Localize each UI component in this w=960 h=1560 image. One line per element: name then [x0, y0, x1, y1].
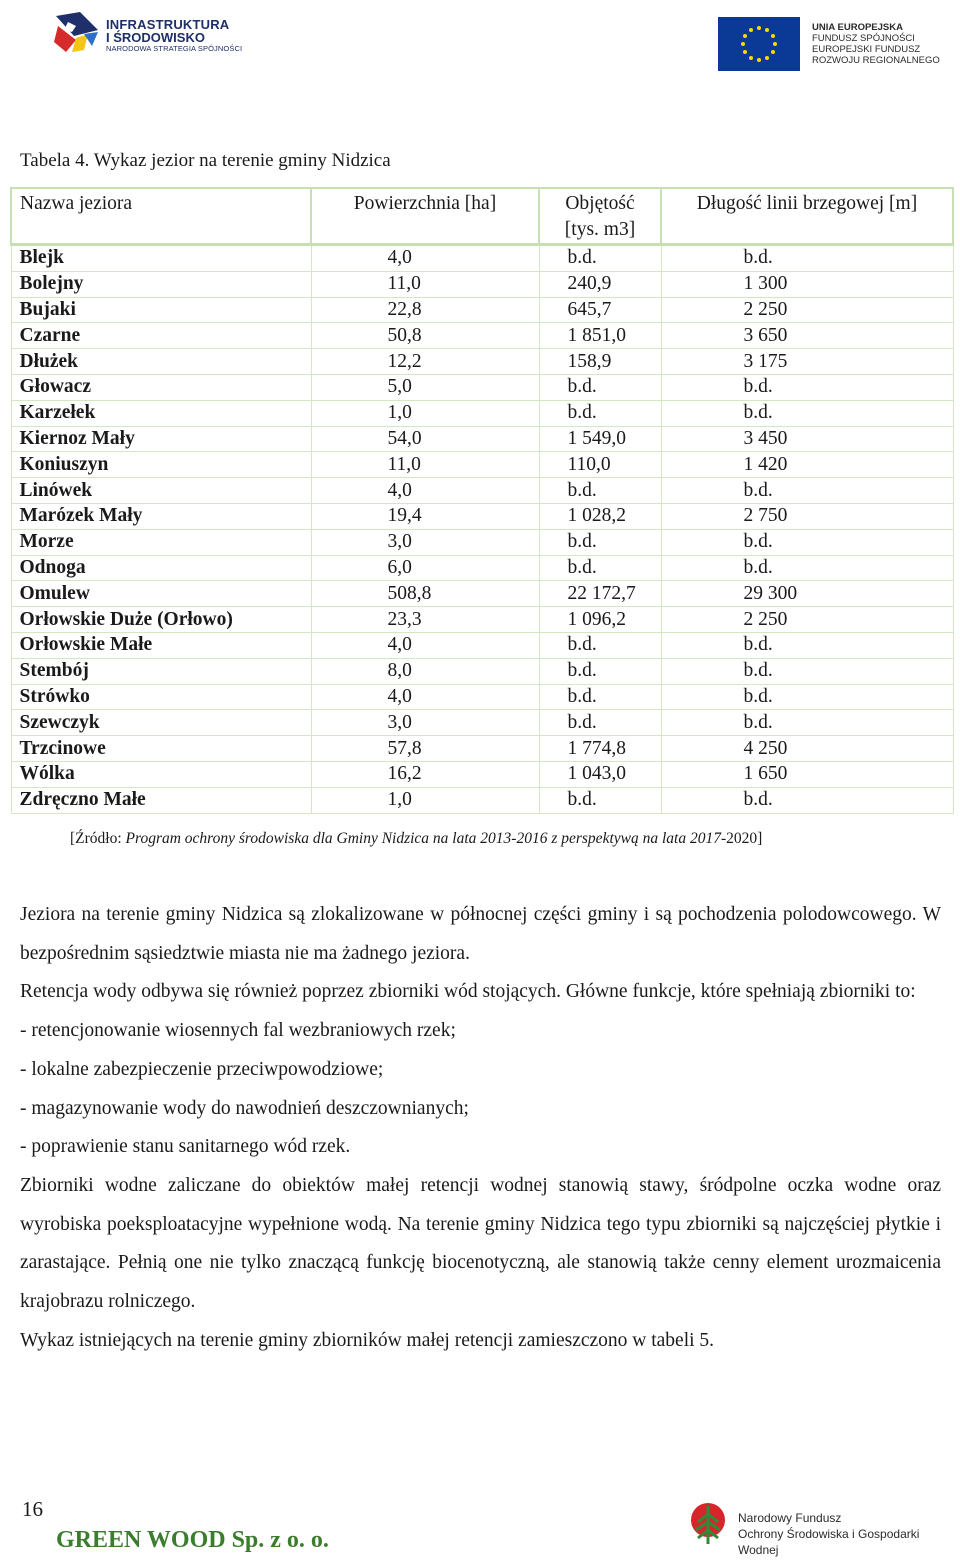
- lake-volume: b.d.: [539, 710, 661, 736]
- lake-volume: 22 172,7: [539, 581, 661, 607]
- table-row: [11, 271, 953, 297]
- lake-name: Stembój: [11, 658, 311, 684]
- lake-volume: 158,9: [539, 349, 661, 375]
- lake-area: 54,0: [311, 426, 539, 452]
- lake-name: Bujaki: [11, 297, 311, 323]
- lake-area: 57,8: [311, 736, 539, 762]
- table-row: [11, 503, 953, 529]
- header-volume: Objętość [tys. m3]: [539, 188, 661, 245]
- table-row: [11, 245, 953, 272]
- lake-name: Linówek: [11, 478, 311, 504]
- table-row: [11, 478, 953, 504]
- lake-name: Głowacz: [11, 374, 311, 400]
- page-number: 16: [22, 1497, 43, 1521]
- lake-shoreline: b.d.: [661, 400, 953, 426]
- lake-name: Szewczyk: [11, 710, 311, 736]
- lake-name: Bolejny: [11, 271, 311, 297]
- lake-area: 1,0: [311, 787, 539, 813]
- table-row: [11, 787, 953, 813]
- lake-shoreline: 1 420: [661, 452, 953, 478]
- lake-shoreline: 4 250: [661, 736, 953, 762]
- table-row: [11, 426, 953, 452]
- lake-area: 23,3: [311, 607, 539, 633]
- lake-name: Dłużek: [11, 349, 311, 375]
- lake-name: Zdręczno Małe: [11, 787, 311, 813]
- paragraph: Wykaz istniejących na terenie gminy zbiorników małej retencji zamieszczono w tabeli 5.: [20, 1329, 715, 1351]
- lake-volume: b.d.: [539, 632, 661, 658]
- paragraph: Jeziora na terenie gminy Nidzica są zlokalizowane w północnej części gminy i są pochodzenia polodowcowego. W bezpośrednim sąsiedztwie miasta nie ma żadnego jeziora.: [20, 904, 941, 964]
- flag-logo-icon: [54, 12, 100, 54]
- lake-area: 4,0: [311, 684, 539, 710]
- table-row: [11, 529, 953, 555]
- body-text: [20, 896, 941, 1360]
- lake-volume: b.d.: [539, 555, 661, 581]
- lake-shoreline: 1 650: [661, 761, 953, 787]
- lake-name: Strówko: [11, 684, 311, 710]
- table-row: [11, 400, 953, 426]
- lake-shoreline: b.d.: [661, 374, 953, 400]
- lake-volume: 240,9: [539, 271, 661, 297]
- eu-line-3: EUROPEJSKI FUNDUSZ: [812, 44, 921, 55]
- lake-shoreline: b.d.: [661, 632, 953, 658]
- table-row: [11, 607, 953, 633]
- lake-volume: b.d.: [539, 374, 661, 400]
- lake-volume: 1 549,0: [539, 426, 661, 452]
- lake-shoreline: b.d.: [661, 684, 953, 710]
- eu-line-2: FUNDUSZ SPÓJNOŚCI: [812, 33, 915, 44]
- lake-volume: b.d.: [539, 245, 661, 272]
- logo-line-2: I ŚRODOWISKO: [106, 30, 205, 45]
- nfosigw-text: [738, 1510, 960, 1558]
- eu-line-4: ROZWOJU REGIONALNEGO: [812, 55, 940, 66]
- lake-volume: 1 028,2: [539, 503, 661, 529]
- lake-volume: b.d.: [539, 658, 661, 684]
- lake-name: Trzcinowe: [11, 736, 311, 762]
- lake-area: 11,0: [311, 452, 539, 478]
- lake-area: 12,2: [311, 349, 539, 375]
- lake-volume: b.d.: [539, 400, 661, 426]
- lake-volume: 110,0: [539, 452, 661, 478]
- table-caption: Tabela 4. Wykaz jezior na terenie gminy Nidzica: [20, 150, 391, 171]
- table-header-row: [11, 188, 953, 245]
- table-row: [11, 555, 953, 581]
- lake-name: Czarne: [11, 323, 311, 349]
- list-item: - lokalne zabezpieczenie przeciwpowodziowe;: [20, 1058, 384, 1080]
- table-row: [11, 761, 953, 787]
- lake-shoreline: 2 250: [661, 607, 953, 633]
- paragraph: Zbiorniki wodne zaliczane do obiektów małej retencji wodnej stanowią stawy, śródpolne oczka wodne oraz wyrobiska poeksploatacyjne wypełnione wodą. Na terenie gminy Nidzica tego typu zbiorniki są najczęściej płytkie i zarastające. Pełnią one nie tylko znaczącą funkcję biocenotyczną, ale stanowią także cenny element urozmaicenia krajobrazu rolniczego.: [20, 1174, 941, 1313]
- source-prefix: [Źródło:: [70, 830, 126, 847]
- lake-area: 4,0: [311, 245, 539, 272]
- lake-volume: b.d.: [539, 478, 661, 504]
- eu-flag-icon: [718, 17, 800, 71]
- table-row: [11, 658, 953, 684]
- list-item: - retencjonowanie wiosennych fal wezbraniowych rzek;: [20, 1020, 456, 1042]
- lakes-table: [10, 187, 954, 814]
- lake-volume: 1 774,8: [539, 736, 661, 762]
- table-row: [11, 581, 953, 607]
- lake-shoreline: 2 750: [661, 503, 953, 529]
- lake-name: Kiernoz Mały: [11, 426, 311, 452]
- lake-area: 4,0: [311, 478, 539, 504]
- table-row: [11, 684, 953, 710]
- lake-name: Wólka: [11, 761, 311, 787]
- eu-logo-text: [812, 22, 940, 66]
- lake-volume: b.d.: [539, 529, 661, 555]
- source-title: Program ochrony środowiska dla Gminy Nidzica na lata 2013-2016 z perspektywą na lata 2017: [125, 830, 721, 847]
- fund-line-1: Narodowy Fundusz: [738, 1511, 842, 1525]
- lake-shoreline: 3 650: [661, 323, 953, 349]
- table-row: [11, 736, 953, 762]
- lake-shoreline: 29 300: [661, 581, 953, 607]
- lake-name: Odnoga: [11, 555, 311, 581]
- lake-area: 8,0: [311, 658, 539, 684]
- table-row: [11, 323, 953, 349]
- table-row: [11, 349, 953, 375]
- lake-volume: 1 043,0: [539, 761, 661, 787]
- lake-shoreline: b.d.: [661, 710, 953, 736]
- header-area: Powierzchnia [ha]: [311, 188, 539, 245]
- lake-shoreline: b.d.: [661, 245, 953, 272]
- logo-line-1: INFRASTRUKTURA: [106, 17, 230, 32]
- lake-area: 3,0: [311, 710, 539, 736]
- lake-shoreline: 2 250: [661, 297, 953, 323]
- header-shoreline: Długość linii brzegowej [m]: [661, 188, 953, 245]
- table-row: [11, 710, 953, 736]
- list-item: - magazynowanie wody do nawodnień deszczownianych;: [20, 1097, 469, 1119]
- source-suffix: -2020]: [720, 830, 763, 847]
- lake-shoreline: b.d.: [661, 658, 953, 684]
- lake-shoreline: 1 300: [661, 271, 953, 297]
- lake-area: 19,4: [311, 503, 539, 529]
- lake-volume: b.d.: [539, 684, 661, 710]
- table-source-note: [70, 830, 762, 848]
- lake-area: 11,0: [311, 271, 539, 297]
- lake-area: 16,2: [311, 761, 539, 787]
- paragraph: Retencja wody odbywa się również poprzez zbiorniki wód stojących. Główne funkcje, które spełniają zbiorniki to:: [20, 981, 916, 1003]
- logo-line-3: NARODOWA STRATEGIA SPÓJNOŚCI: [106, 44, 243, 53]
- lake-shoreline: b.d.: [661, 555, 953, 581]
- lake-volume: b.d.: [539, 787, 661, 813]
- lake-volume: 1 096,2: [539, 607, 661, 633]
- lake-area: 4,0: [311, 632, 539, 658]
- table-row: [11, 297, 953, 323]
- lake-area: 22,8: [311, 297, 539, 323]
- company-name: GREEN WOOD Sp. z o. o.: [56, 1527, 329, 1553]
- lake-shoreline: 3 450: [661, 426, 953, 452]
- lake-name: Omulew: [11, 581, 311, 607]
- lake-name: Karzełek: [11, 400, 311, 426]
- lake-area: 50,8: [311, 323, 539, 349]
- lake-shoreline: b.d.: [661, 529, 953, 555]
- lake-area: 5,0: [311, 374, 539, 400]
- infrastruktura-logo: [54, 10, 254, 58]
- lake-volume: 645,7: [539, 297, 661, 323]
- lake-area: 508,8: [311, 581, 539, 607]
- lake-volume: 1 851,0: [539, 323, 661, 349]
- lake-area: 1,0: [311, 400, 539, 426]
- lake-name: Morze: [11, 529, 311, 555]
- eu-line-1: UNIA EUROPEJSKA: [812, 22, 903, 33]
- table-row: [11, 374, 953, 400]
- lake-name: Koniuszyn: [11, 452, 311, 478]
- lake-name: Orłowskie Małe: [11, 632, 311, 658]
- table-row: [11, 452, 953, 478]
- lake-shoreline: b.d.: [661, 787, 953, 813]
- lake-shoreline: b.d.: [661, 478, 953, 504]
- lake-name: Marózek Mały: [11, 503, 311, 529]
- fund-line-2: Ochrony Środowiska i Gospodarki Wodnej: [738, 1527, 920, 1557]
- lake-name: Blejk: [11, 245, 311, 272]
- header-name: Nazwa jeziora: [11, 188, 311, 245]
- nfosigw-logo-icon: [688, 1500, 728, 1548]
- lake-name: Orłowskie Duże (Orłowo): [11, 607, 311, 633]
- lake-shoreline: 3 175: [661, 349, 953, 375]
- list-item: - poprawienie stanu sanitarnego wód rzek.: [20, 1136, 351, 1158]
- table-row: [11, 632, 953, 658]
- lake-area: 3,0: [311, 529, 539, 555]
- lake-area: 6,0: [311, 555, 539, 581]
